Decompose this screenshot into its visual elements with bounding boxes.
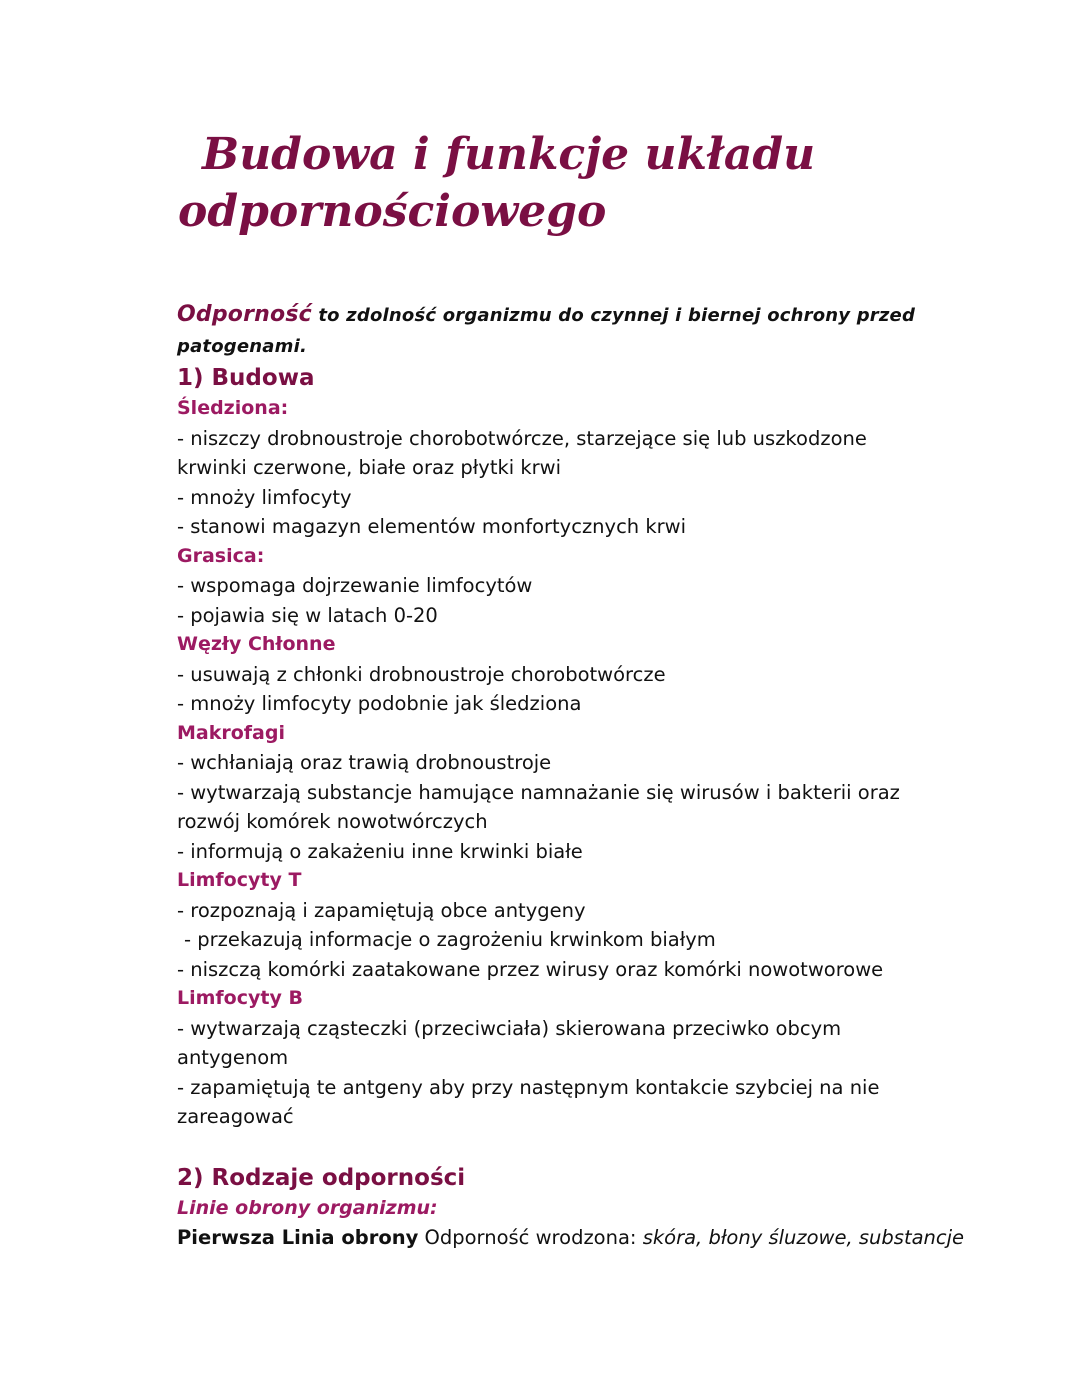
definition-line — [177, 299, 967, 331]
list-item: - rozpoznają i zapamiętują obce antygeny — [177, 898, 586, 922]
organ-heading-makrofagi: Makrofagi — [177, 721, 285, 744]
list-item: - wytwarzają cząsteczki (przeciwciała) skierowana przeciwko obcym — [177, 1016, 842, 1040]
page-title — [178, 126, 978, 240]
subheading-linie-obrony: Linie obrony organizmu: — [177, 1196, 438, 1219]
first-defense-line — [177, 1223, 967, 1253]
organ-heading-grasica: Grasica: — [177, 544, 265, 567]
list-item: - mnoży limfocyty — [177, 485, 352, 509]
definition-line: patogenami. — [177, 336, 308, 357]
list-item: - stanowi magazyn elementów monfortycznych krwi — [177, 515, 687, 538]
title-line-2: odpornościowego — [178, 186, 607, 237]
list-item: - informują o zakażeniu inne krwinki białe — [177, 839, 583, 863]
section-heading-budowa: 1) Budowa — [177, 365, 315, 391]
first-defense-label: Pierwsza Linia obrony — [177, 1226, 419, 1249]
list-item-continuation: zareagować — [177, 1105, 294, 1128]
first-defense-type: Odporność wrodzona: — [418, 1226, 643, 1249]
definition-text: to zdolność organizmu do czynnej i biernej ochrony przed — [318, 305, 916, 326]
list-item: - wytwarzają substancje hamujące namnażanie się wirusów i bakterii oraz — [177, 780, 900, 804]
list-item: - usuwają z chłonki drobnoustroje chorobotwórcze — [177, 662, 666, 686]
organ-heading-limfocyty-t: Limfocyty T — [177, 869, 302, 891]
organ-heading-sledziona: Śledziona: — [177, 397, 289, 419]
document-body — [177, 299, 967, 1253]
definition-term: Odporność — [177, 302, 312, 327]
first-defense-examples: skóra, błony śluzowe, substancje — [642, 1226, 965, 1249]
list-item: - niszczy drobnoustroje chorobotwórcze, starzejące się lub uszkodzone — [177, 426, 867, 450]
list-item: - zapamiętują te antgeny aby przy następnym kontakcie szybciej na nie — [177, 1075, 880, 1099]
organ-heading-limfocyty-b: Limfocyty B — [177, 987, 303, 1009]
list-item: - mnoży limfocyty podobnie jak śledziona — [177, 692, 582, 715]
section-spacer — [177, 1132, 967, 1162]
list-item: - wspomaga dojrzewanie limfocytów — [177, 574, 533, 597]
list-item-continuation: rozwój komórek nowotwórczych — [177, 810, 488, 833]
list-item: - wchłaniają oraz trawią drobnoustroje — [177, 751, 552, 774]
section-heading-rodzaje-odpornosci: 2) Rodzaje odporności — [177, 1164, 466, 1191]
list-item-continuation: krwinki czerwone, białe oraz płytki krwi — [177, 456, 562, 479]
list-item-continuation: antygenom — [177, 1046, 289, 1069]
definition-paragraph — [177, 299, 967, 362]
organ-heading-wezly-chlonne: Węzły Chłonne — [177, 633, 336, 655]
title-line-1: Budowa i funkcje układu — [202, 129, 816, 180]
list-item: - niszczą komórki zaatakowane przez wirusy oraz komórki nowotworowe — [177, 957, 884, 981]
list-item: - pojawia się w latach 0-20 — [177, 603, 438, 627]
list-item: - przekazują informacje o zagrożeniu krwinkom białym — [184, 928, 716, 951]
